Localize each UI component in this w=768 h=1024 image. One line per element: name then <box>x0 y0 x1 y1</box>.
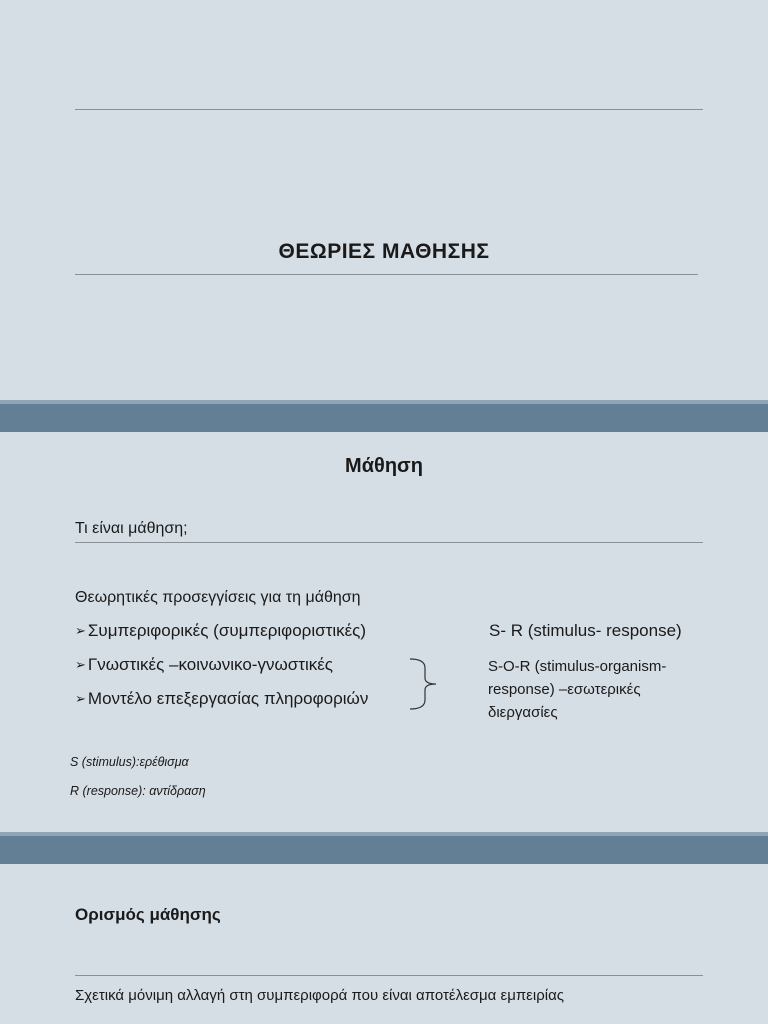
bullet-arrow-icon: ➢ <box>75 623 86 638</box>
separator-band-1 <box>0 404 768 432</box>
bullet-label: Γνωστικές –κοινωνικο-γνωστικές <box>87 655 333 674</box>
approaches-heading: Θεωρητικές προσεγγίσεις για τη μάθηση <box>75 589 361 606</box>
separator-band-2 <box>0 836 768 864</box>
question-text: Τι είναι μάθηση; <box>75 520 188 537</box>
slide-1-title: ΘΕΩΡΙΕΣ ΜΑΘΗΣΗΣ <box>278 240 490 263</box>
sor-label: S-O-R (stimulus-organism-response) –εσωτερικές διεργασίες <box>488 658 667 721</box>
title-underline <box>75 274 698 275</box>
slide-1 <box>0 0 768 400</box>
right-brace-icon <box>408 656 442 712</box>
sr-label: S- R (stimulus- response) <box>489 621 682 640</box>
bullet-label: Συμπεριφορικές (συμπεριφοριστικές) <box>87 621 367 640</box>
slide-3-title: Ορισμός μάθησης <box>75 905 221 924</box>
bullet-label: Μοντέλο επεξεργασίας πληροφοριών <box>87 689 369 708</box>
top-rule <box>75 109 703 110</box>
note-stimulus: S (stimulus):ερέθισμα <box>70 755 189 769</box>
bullet-arrow-icon: ➢ <box>75 691 86 706</box>
definition-text: Σχετικά μόνιμη αλλαγή στη συμπεριφορά που είναι αποτέλεσμα εμπειρίας <box>75 987 564 1004</box>
slide-2-title: Μάθηση <box>345 455 423 477</box>
note-response: R (response): αντίδραση <box>70 784 206 798</box>
bullet-cognitive <box>75 655 333 675</box>
bullet-information-processing <box>75 689 368 709</box>
question-underline <box>75 542 703 543</box>
bullet-arrow-icon: ➢ <box>75 657 86 672</box>
bullet-behavioral <box>75 621 366 641</box>
slide-3-rule <box>75 975 703 976</box>
